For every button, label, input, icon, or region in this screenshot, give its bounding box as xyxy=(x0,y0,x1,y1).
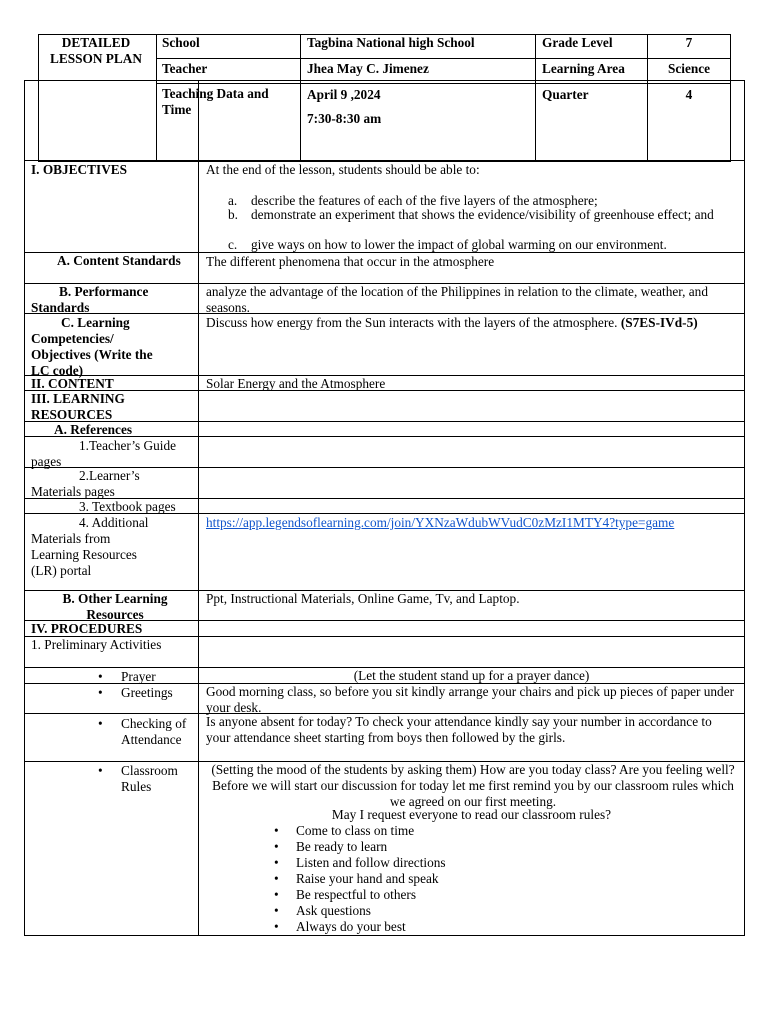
rule-item: • Be ready to learn xyxy=(296,839,387,855)
lr-portal-label: 4. Additional Materials from Learning Resources (LR) portal xyxy=(31,515,149,578)
procedures-label: IV. PROCEDURES xyxy=(31,621,143,636)
objective-a: describe the features of each of the five layers of the atmosphere; xyxy=(251,193,598,208)
grade-label: Grade Level xyxy=(542,35,613,50)
rule-item: • Always do your best xyxy=(296,919,406,935)
objective-b: demonstrate an experiment that shows the evidence/visibility of greenhouse effect; and xyxy=(251,207,714,222)
greetings-label: Greetings xyxy=(121,685,173,700)
area-value: Science xyxy=(667,61,711,76)
content-value: Solar Energy and the Atmosphere xyxy=(206,376,386,391)
resources-label: III. LEARNING RESOURCES xyxy=(31,391,125,422)
other-resources-value: Ppt, Instructional Materials, Online Game, Tv, and Laptop. xyxy=(206,591,520,606)
content-standards-value: The different phenomena that occur in the atmosphere xyxy=(206,254,495,269)
prayer-value: (Let the student stand up for a prayer dance) xyxy=(353,668,590,683)
objective-a-marker: a. xyxy=(228,193,238,208)
rules-request: May I request everyone to read our classroom rules? xyxy=(331,807,612,822)
objectives-label: I. OBJECTIVES xyxy=(31,162,128,177)
teachers-guide-label: 1.Teacher’s Guide pages xyxy=(31,438,177,469)
school-value: Tagbina National high School xyxy=(307,35,475,50)
school-label: School xyxy=(162,35,200,50)
lesson-plan-title: DETAILED LESSON PLAN xyxy=(50,35,142,66)
attendance-value: Is anyone absent for today? To check your attendance kindly say your number in accordance to your attendance sheet starting from boys then followed by the girls. xyxy=(206,714,712,745)
greetings-bullet: • xyxy=(98,685,103,700)
attendance-label: Checking of Attendance xyxy=(121,716,187,747)
other-resources-label: B. Other Learning Resources xyxy=(62,591,168,622)
competencies-label: C. Learning Competencies/ Objectives (Write the LC code) xyxy=(31,315,153,378)
content-standards-label: A. Content Standards xyxy=(57,253,181,268)
objectives-intro: At the end of the lesson, students should be able to: xyxy=(206,162,480,177)
quarter-value: 4 xyxy=(685,87,693,102)
quarter-label: Quarter xyxy=(542,87,589,102)
content-label: II. CONTENT xyxy=(31,376,114,391)
grade-value: 7 xyxy=(685,35,693,50)
objective-c-marker: c. xyxy=(228,237,238,252)
rules-intro: (Setting the mood of the students by asking them) How are you today class? Are you feeling well? Before we will start our discussion for today let me first remind you by our classroom rules which we agreed on our first meeting. xyxy=(211,762,735,809)
performance-standards-value: analyze the advantage of the location of the Philippines in relation to the climate, weather, and seasons. xyxy=(206,284,708,315)
greetings-value: Good morning class, so before you sit kindly arrange your chairs and pick up pieces of paper under your desk. xyxy=(206,684,735,715)
lr-portal-link[interactable]: https://app.legendsoflearning.com/join/YXNzaWdubWVudC0zMzI1MTY4?type=game xyxy=(206,515,675,530)
date-value: April 9 ,2024 xyxy=(307,87,381,102)
rules-label: Classroom Rules xyxy=(121,763,178,794)
rule-item: • Listen and follow directions xyxy=(296,855,446,871)
rule-item: • Be respectful to others xyxy=(296,887,416,903)
references-label: A. References xyxy=(54,422,133,437)
attendance-bullet: • xyxy=(98,716,103,731)
rule-item: • Raise your hand and speak xyxy=(296,871,439,887)
rule-item: • Come to class on time xyxy=(296,823,414,839)
rule-item: • Ask questions xyxy=(296,903,371,919)
time-value: 7:30-8:30 am xyxy=(307,111,382,126)
textbook-label: 3. Textbook pages xyxy=(79,499,176,514)
preliminary-label: 1. Preliminary Activities xyxy=(31,637,162,652)
objective-b-marker: b. xyxy=(228,207,238,222)
date-label: Teaching Data and Time xyxy=(162,86,269,117)
teacher-label: Teacher xyxy=(162,61,208,76)
objective-c: give ways on how to lower the impact of global warming on our environment. xyxy=(251,237,667,252)
competencies-value: Discuss how energy from the Sun interacts with the layers of the atmosphere. (S7ES-IVd-5) xyxy=(206,315,698,330)
teacher-value: Jhea May C. Jimenez xyxy=(307,61,429,76)
prayer-bullet: • xyxy=(98,669,103,684)
learners-materials-label: 2.Learner’s Materials pages xyxy=(31,468,140,499)
area-label: Learning Area xyxy=(542,61,625,76)
rules-bullet: • xyxy=(98,763,103,778)
performance-standards-label: B. Performance Standards xyxy=(31,284,149,315)
prayer-label: Prayer xyxy=(121,669,156,684)
